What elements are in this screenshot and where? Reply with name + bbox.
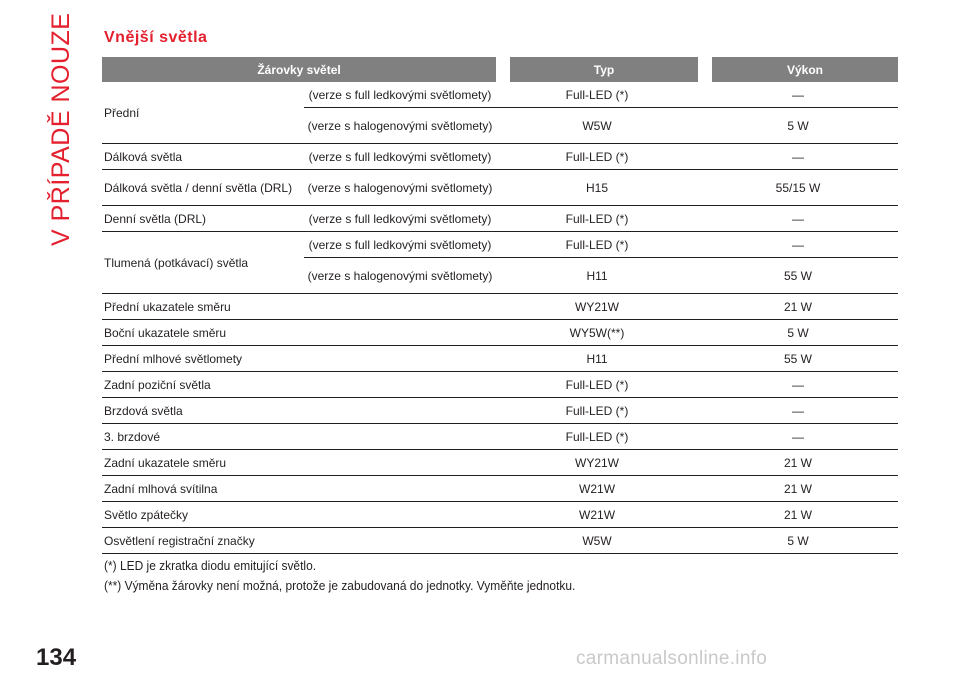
row-variant (304, 502, 496, 528)
row-type: Full-LED (*) (496, 398, 698, 424)
row-variant (304, 294, 496, 320)
table-row (102, 206, 898, 232)
row-power: — (698, 232, 898, 258)
row-variant: (verze s halogenovými světlomety) (304, 108, 496, 144)
table-row (102, 320, 898, 346)
table-row (102, 170, 898, 206)
header-gap (698, 57, 712, 82)
row-variant: (verze s full ledkovými světlomety) (304, 144, 496, 170)
row-type: Full-LED (*) (496, 424, 698, 450)
row-name: Boční ukazatele směru (102, 320, 304, 346)
header-type: Typ (510, 57, 698, 82)
row-type: H11 (496, 258, 698, 294)
row-name: Zadní ukazatele směru (102, 450, 304, 476)
row-power: 21 W (698, 476, 898, 502)
row-power: 21 W (698, 502, 898, 528)
row-variant (304, 424, 496, 450)
row-type: Full-LED (*) (496, 144, 698, 170)
row-power: — (698, 144, 898, 170)
row-power: 21 W (698, 294, 898, 320)
table-row (102, 232, 898, 258)
table-row (102, 144, 898, 170)
row-power: 55 W (698, 258, 898, 294)
row-variant (304, 398, 496, 424)
row-type: WY5W(**) (496, 320, 698, 346)
table-row (102, 450, 898, 476)
row-name: Dálková světla (102, 144, 304, 170)
row-type: WY21W (496, 294, 698, 320)
watermark-logo[interactable]: carmanualsonline.info (576, 648, 768, 669)
row-power: 5 W (698, 528, 898, 554)
bulb-table (102, 57, 898, 554)
row-type: H11 (496, 346, 698, 372)
row-variant: (verze s full ledkovými světlomety) (304, 82, 496, 108)
table-row (102, 502, 898, 528)
row-name: 3. brzdové (102, 424, 304, 450)
row-name: Osvětlení registrační značky (102, 528, 304, 554)
row-power: 55 W (698, 346, 898, 372)
row-name: Zadní mlhová svítilna (102, 476, 304, 502)
row-type: Full-LED (*) (496, 232, 698, 258)
row-name: Zadní poziční světla (102, 372, 304, 398)
row-name: Dálková světla / denní světla (DRL) (102, 170, 304, 206)
row-name: Denní světla (DRL) (102, 206, 304, 232)
table-row (102, 528, 898, 554)
row-power: 21 W (698, 450, 898, 476)
footnote-unit: (**) Výměna žárovky není možná, protože je zabudovaná do jednotky. Vyměňte jednotku. (104, 578, 576, 593)
footnotes (104, 556, 575, 596)
row-type: Full-LED (*) (496, 372, 698, 398)
table-row (102, 346, 898, 372)
row-variant: (verze s halogenovými světlomety) (304, 258, 496, 294)
row-variant: (verze s full ledkovými světlomety) (304, 232, 496, 258)
row-variant: (verze s halogenovými světlomety) (304, 170, 496, 206)
row-type: Full-LED (*) (496, 206, 698, 232)
table-row (102, 398, 898, 424)
header-gap (496, 57, 510, 82)
row-power: — (698, 372, 898, 398)
row-name: Přední (102, 82, 304, 144)
header-bulbs: Žárovky světel (102, 57, 496, 82)
row-variant: (verze s full ledkovými světlomety) (304, 206, 496, 232)
row-name: Světlo zpátečky (102, 502, 304, 528)
row-variant (304, 346, 496, 372)
row-variant (304, 450, 496, 476)
row-name: Přední mlhové světlomety (102, 346, 304, 372)
row-power: — (698, 206, 898, 232)
row-variant (304, 320, 496, 346)
row-power: 5 W (698, 320, 898, 346)
row-name: Přední ukazatele směru (102, 294, 304, 320)
row-name: Tlumená (potkávací) světla (102, 232, 304, 294)
row-type: W21W (496, 502, 698, 528)
table-row (102, 476, 898, 502)
row-power: — (698, 82, 898, 108)
chapter-side-title: V PŘÍPADĚ NOUZE (47, 12, 75, 246)
table-row (102, 424, 898, 450)
footnote-led: (*) LED je zkratka diodu emitující světlo. (104, 558, 317, 573)
row-type: H15 (496, 170, 698, 206)
row-type: Full-LED (*) (496, 82, 698, 108)
row-power: — (698, 424, 898, 450)
table-row (102, 372, 898, 398)
row-name: Brzdová světla (102, 398, 304, 424)
row-power: 5 W (698, 108, 898, 144)
row-type: W21W (496, 476, 698, 502)
row-power: — (698, 398, 898, 424)
table-header-row (102, 57, 898, 82)
row-type: W5W (496, 108, 698, 144)
table-row (102, 82, 898, 108)
row-variant (304, 528, 496, 554)
row-type: WY21W (496, 450, 698, 476)
row-type: W5W (496, 528, 698, 554)
table-row (102, 294, 898, 320)
header-power: Výkon (712, 57, 898, 82)
page-number: 134 (36, 644, 77, 671)
section-title: Vnější světla (104, 29, 208, 46)
row-variant (304, 476, 496, 502)
row-variant (304, 372, 496, 398)
row-power: 55/15 W (698, 170, 898, 206)
